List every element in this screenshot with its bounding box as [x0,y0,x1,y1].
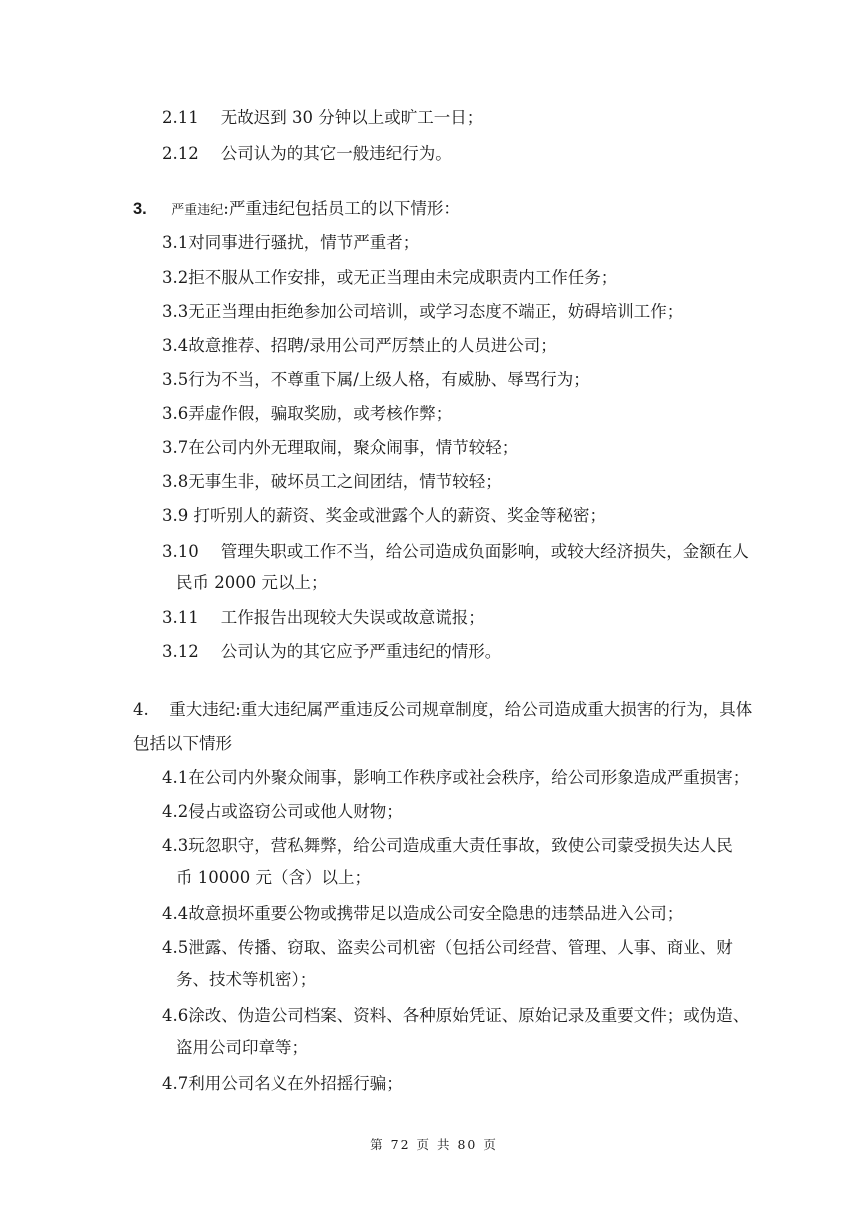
item-4-3-cont: 币 10000 元（含）以上； [176,868,371,887]
item-4-2: 4.2侵占或盗窃公司或他人财物； [162,802,403,821]
item-text: 工作报告出现较大失误或故意谎报； [220,608,485,627]
item-text: 无故迟到 30 分钟以上或旷工一日； [220,108,484,127]
item-3-1: 3.1对同事进行骚扰，情节严重者； [162,233,420,252]
item-4-4: 4.4故意损坏重要公物或携带足以造成公司安全隐患的违禁品进入公司； [162,904,684,923]
item-3-2: 3.2拒不服从工作安排，或无正当理由未完成职责内工作任务； [162,268,618,287]
item-3-9: 3.9 打听别人的薪资、奖金或泄露个人的薪资、奖金等秘密； [162,506,606,525]
item-3-7: 3.7在公司内外无理取闹，聚众闹事，情节较轻； [162,438,519,457]
item-3-11 [162,606,485,630]
item-4-1: 4.1在公司内外聚众闹事，影响工作秩序或社会秩序，给公司形象造成严重损害； [162,768,750,787]
item-text: 管理失职或工作不当，给公司造成负面影响，或较大经济损失，金额在人 [220,542,749,561]
item-4-5-cont: 务、技术等机密）； [176,970,317,989]
item-text: 公司认为的其它应予严重违纪的情形。 [220,642,502,661]
item-4-5: 4.5泄露、传播、窃取、盗卖公司机密（包括公司经营、管理、人事、商业、财 [162,938,733,957]
item-number: 3.10 [162,542,199,561]
page-footer: 第 72 页 共 80 页 [370,1137,498,1152]
section-3-heading [133,197,460,223]
section-label: 严重违纪 [171,203,224,218]
item-3-8: 3.8无事生非，破坏员工之间团结，情节较轻； [162,472,502,491]
item-3-4: 3.4故意推荐、招聘/录用公司严厉禁止的人员进公司； [162,336,557,355]
section-number: 4. [133,700,149,719]
item-3-10-cont: 民币 2000 元以上； [176,573,328,592]
item-number: 3.11 [162,608,199,627]
item-3-5: 3.5行为不当，不尊重下属/上级人格，有威胁、辱骂行为； [162,370,590,389]
item-3-10 [162,540,749,564]
item-number: 2.12 [162,144,199,163]
item-3-6: 3.6弄虚作假，骗取奖励，或考核作弊； [162,404,453,423]
item-3-3: 3.3无正当理由拒绝参加公司培训，或学习态度不端正，妨碍培训工作； [162,302,684,321]
section-4-heading-cont: 包括以下情形 [133,734,232,753]
item-4-7: 4.7利用公司名义在外招摇行骗； [162,1074,403,1093]
section-4-heading [133,698,752,722]
item-3-12 [162,640,501,664]
section-number: 3. [133,200,147,218]
item-number: 3.12 [162,642,199,661]
item-4-3: 4.3玩忽职守，营私舞弊，给公司造成重大责任事故，致使公司蒙受损失达人民 [162,836,733,855]
item-2-11 [162,106,483,130]
item-text: 公司认为的其它一般违纪行为。 [220,144,452,163]
item-4-6-cont: 盗用公司印章等； [176,1038,308,1057]
section-text: 重大违纪:重大违纪属严重违反公司规章制度，给公司造成重大损害的行为，具体 [169,700,753,719]
item-4-6: 4.6涂改、伪造公司档案、资料、各种原始凭证、原始记录及重要文件；或伪造、 [162,1006,750,1025]
item-number: 2.11 [162,108,199,127]
section-text: :严重违纪包括员工的以下情形： [223,199,460,218]
item-2-12 [162,142,452,166]
